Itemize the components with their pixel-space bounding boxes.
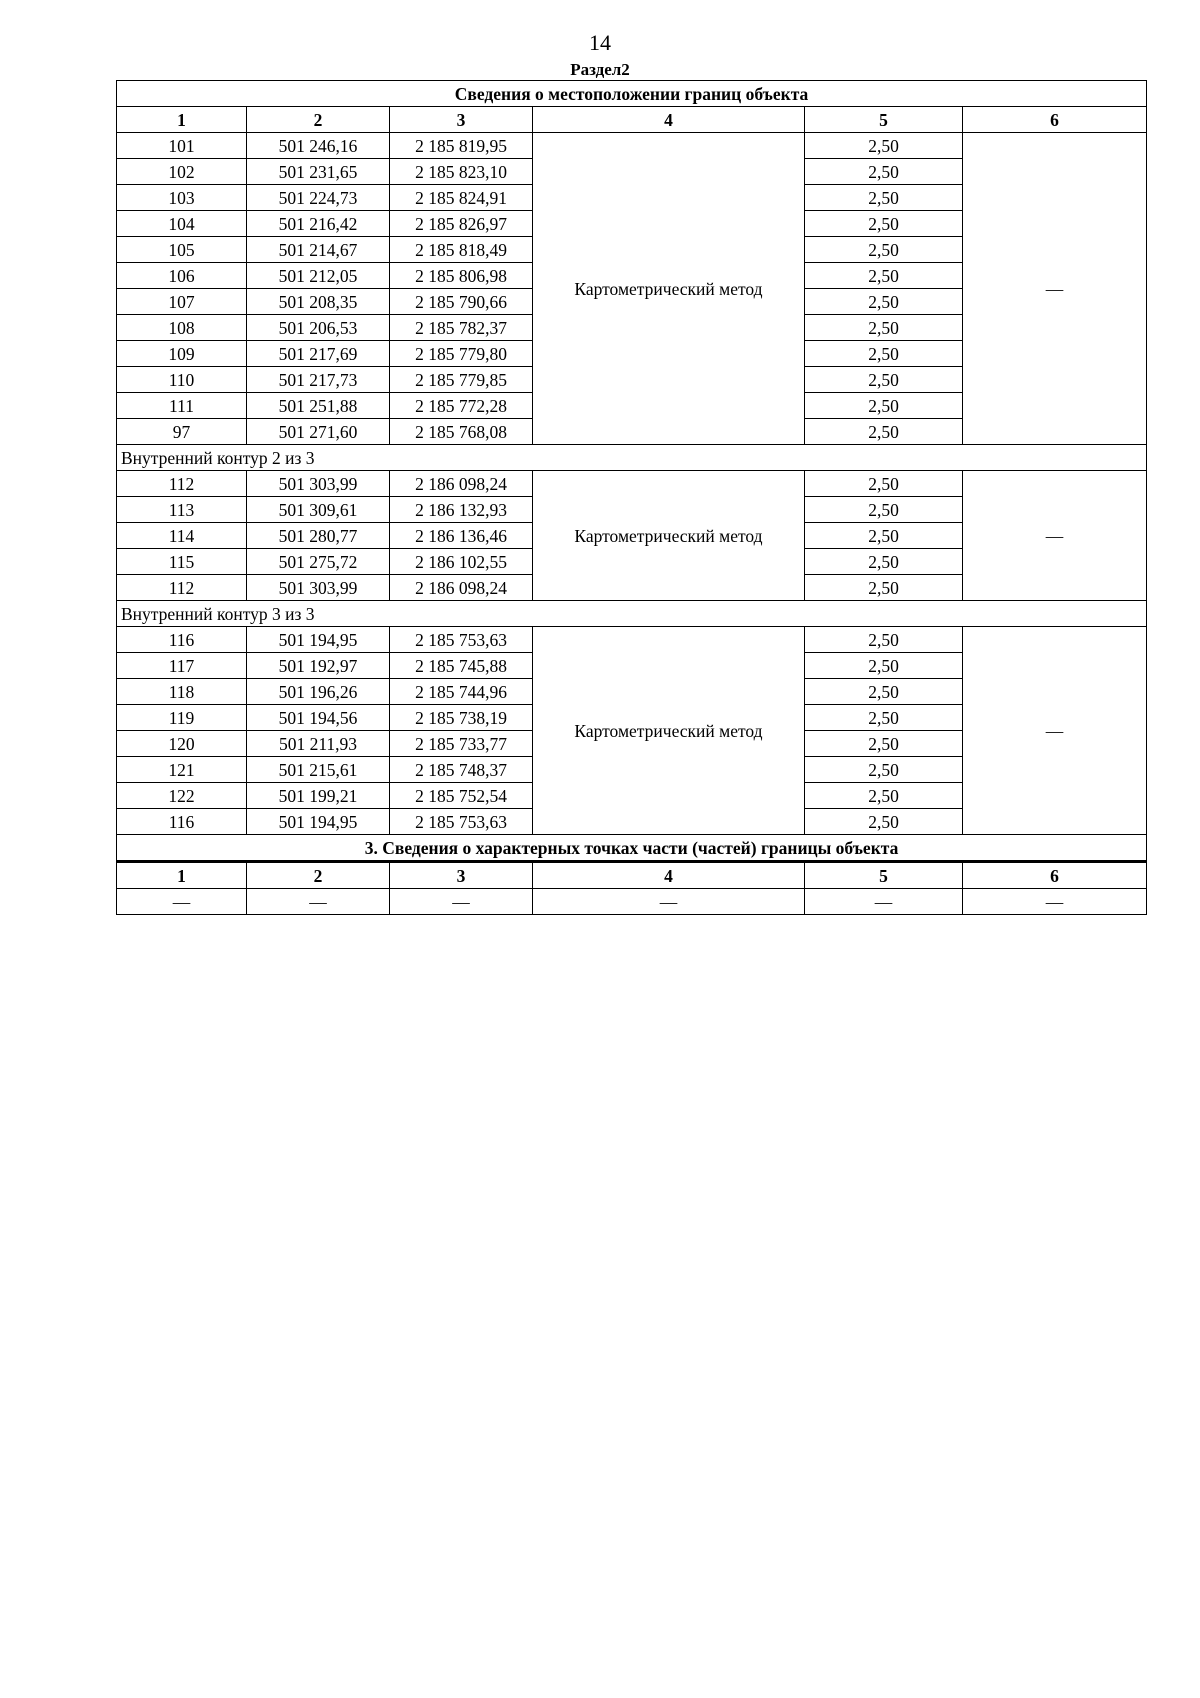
table-cell: 2,50: [805, 653, 963, 679]
table-cell: 501 194,95: [247, 627, 390, 653]
table-cell: 97: [117, 419, 247, 445]
table-cell: 501 211,93: [247, 731, 390, 757]
table-cell: 111: [117, 393, 247, 419]
table-cell: —: [117, 889, 247, 915]
column-header: 1: [117, 107, 247, 133]
table-cell: 501 303,99: [247, 471, 390, 497]
table-cell: 108: [117, 315, 247, 341]
table-cell: 112: [117, 471, 247, 497]
table-cell: 2 185 744,96: [390, 679, 533, 705]
table-cell: 2,50: [805, 757, 963, 783]
table-cell: 501 303,99: [247, 575, 390, 601]
table-cell: 110: [117, 367, 247, 393]
contour-heading: Внутренний контур 3 из 3: [117, 601, 1147, 627]
table-cell: 501 216,42: [247, 211, 390, 237]
column-header: 1: [117, 862, 247, 889]
table-cell: 106: [117, 263, 247, 289]
table-cell: 116: [117, 627, 247, 653]
table-cell: 2,50: [805, 263, 963, 289]
table-cell: 501 224,73: [247, 185, 390, 211]
table-cell: 501 194,56: [247, 705, 390, 731]
table-cell: 120: [117, 731, 247, 757]
table-title: Сведения о местоположении границ объекта: [117, 81, 1147, 107]
table-cell: 501 194,95: [247, 809, 390, 835]
col6-cell: —: [963, 133, 1147, 445]
table-cell: 501 217,73: [247, 367, 390, 393]
table-row: [117, 133, 1147, 159]
table-cell: 103: [117, 185, 247, 211]
table-cell: —: [247, 889, 390, 915]
table-cell: 2 185 823,10: [390, 159, 533, 185]
table-cell: 2,50: [805, 211, 963, 237]
table-cell: 2,50: [805, 237, 963, 263]
table-cell: 2 185 819,95: [390, 133, 533, 159]
table-cell: 2 185 782,37: [390, 315, 533, 341]
boundary-table: [116, 80, 1147, 915]
column-header: 2: [247, 107, 390, 133]
table-row: [117, 471, 1147, 497]
table-cell: 2,50: [805, 549, 963, 575]
table-cell: 2,50: [805, 627, 963, 653]
method-cell: Картометрический метод: [533, 133, 805, 445]
table-cell: 102: [117, 159, 247, 185]
table-cell: 2 185 768,08: [390, 419, 533, 445]
table-cell: 2 185 772,28: [390, 393, 533, 419]
table-cell: 501 309,61: [247, 497, 390, 523]
column-header: 6: [963, 862, 1147, 889]
table-row: [117, 889, 1147, 915]
table-cell: 116: [117, 809, 247, 835]
table-cell: 115: [117, 549, 247, 575]
table-cell: 501 199,21: [247, 783, 390, 809]
table-cell: 501 192,97: [247, 653, 390, 679]
column-header: 2: [247, 862, 390, 889]
table-cell: 501 212,05: [247, 263, 390, 289]
table-cell: 2,50: [805, 159, 963, 185]
table-cell: 2 185 753,63: [390, 809, 533, 835]
table-cell: 2 185 733,77: [390, 731, 533, 757]
col6-cell: —: [963, 471, 1147, 601]
table-cell: 501 271,60: [247, 419, 390, 445]
table-cell: 2 185 779,80: [390, 341, 533, 367]
table-cell: 121: [117, 757, 247, 783]
column-header-row: [117, 107, 1147, 133]
table-cell: 2,50: [805, 783, 963, 809]
table-cell: 501 246,16: [247, 133, 390, 159]
table-cell: 112: [117, 575, 247, 601]
table-cell: 2 185 748,37: [390, 757, 533, 783]
table-cell: 109: [117, 341, 247, 367]
table-cell: 2 186 098,24: [390, 575, 533, 601]
table-cell: 2,50: [805, 523, 963, 549]
table-cell: —: [805, 889, 963, 915]
table-cell: 501 196,26: [247, 679, 390, 705]
table-cell: 122: [117, 783, 247, 809]
section3-title: 3. Сведения о характерных точках части (частей) границы объекта: [117, 835, 1147, 862]
contour-heading-row: [117, 445, 1147, 471]
table-cell: 101: [117, 133, 247, 159]
column-header: 4: [533, 107, 805, 133]
table-cell: 2,50: [805, 575, 963, 601]
table-cell: 2,50: [805, 367, 963, 393]
table-cell: 2,50: [805, 809, 963, 835]
column-header: 6: [963, 107, 1147, 133]
table-cell: —: [390, 889, 533, 915]
table-cell: 2 185 806,98: [390, 263, 533, 289]
table-cell: 2,50: [805, 471, 963, 497]
table-cell: 2 185 745,88: [390, 653, 533, 679]
table-cell: 2 185 752,54: [390, 783, 533, 809]
table-cell: 104: [117, 211, 247, 237]
table-cell: 107: [117, 289, 247, 315]
table-cell: 2,50: [805, 419, 963, 445]
table-title-row: [117, 81, 1147, 107]
contour-heading-row: [117, 601, 1147, 627]
table-cell: 2 186 132,93: [390, 497, 533, 523]
table-cell: 501 251,88: [247, 393, 390, 419]
table-cell: 2,50: [805, 705, 963, 731]
table-row: [117, 627, 1147, 653]
table-cell: 2 185 790,66: [390, 289, 533, 315]
table-cell: 118: [117, 679, 247, 705]
table-cell: 119: [117, 705, 247, 731]
table-cell: 2,50: [805, 289, 963, 315]
table-cell: 2,50: [805, 497, 963, 523]
table-cell: —: [533, 889, 805, 915]
table-cell: 2 186 098,24: [390, 471, 533, 497]
column-header: 3: [390, 107, 533, 133]
table-cell: 2,50: [805, 315, 963, 341]
table-cell: 114: [117, 523, 247, 549]
section-title: Раздел2: [570, 60, 630, 79]
table-cell: 2 185 779,85: [390, 367, 533, 393]
table-cell: 2 186 102,55: [390, 549, 533, 575]
column-header: 4: [533, 862, 805, 889]
table-cell: 105: [117, 237, 247, 263]
method-cell: Картометрический метод: [533, 471, 805, 601]
table-cell: 501 275,72: [247, 549, 390, 575]
page-number: 14: [589, 30, 611, 55]
table-cell: 2 185 826,97: [390, 211, 533, 237]
table-cell: 117: [117, 653, 247, 679]
table-cell: 501 214,67: [247, 237, 390, 263]
table-cell: 2,50: [805, 133, 963, 159]
table-cell: 2 185 738,19: [390, 705, 533, 731]
table-cell: 501 231,65: [247, 159, 390, 185]
table-cell: —: [963, 889, 1147, 915]
table-cell: 2,50: [805, 679, 963, 705]
col6-cell: —: [963, 627, 1147, 835]
column-header: 3: [390, 862, 533, 889]
table-cell: 2 186 136,46: [390, 523, 533, 549]
table-cell: 2,50: [805, 731, 963, 757]
table-cell: 501 217,69: [247, 341, 390, 367]
table-cell: 2,50: [805, 341, 963, 367]
table-cell: 2 185 753,63: [390, 627, 533, 653]
table-cell: 2 185 824,91: [390, 185, 533, 211]
column-header: 5: [805, 107, 963, 133]
table-cell: 501 208,35: [247, 289, 390, 315]
table-cell: 2,50: [805, 393, 963, 419]
column-header: 5: [805, 862, 963, 889]
table-cell: 501 215,61: [247, 757, 390, 783]
section3-header-row: [117, 862, 1147, 889]
table-cell: 501 206,53: [247, 315, 390, 341]
table-cell: 2,50: [805, 185, 963, 211]
method-cell: Картометрический метод: [533, 627, 805, 835]
section3-title-row: [117, 835, 1147, 862]
contour-heading: Внутренний контур 2 из 3: [117, 445, 1147, 471]
table-cell: 2 185 818,49: [390, 237, 533, 263]
table-cell: 501 280,77: [247, 523, 390, 549]
table-cell: 113: [117, 497, 247, 523]
